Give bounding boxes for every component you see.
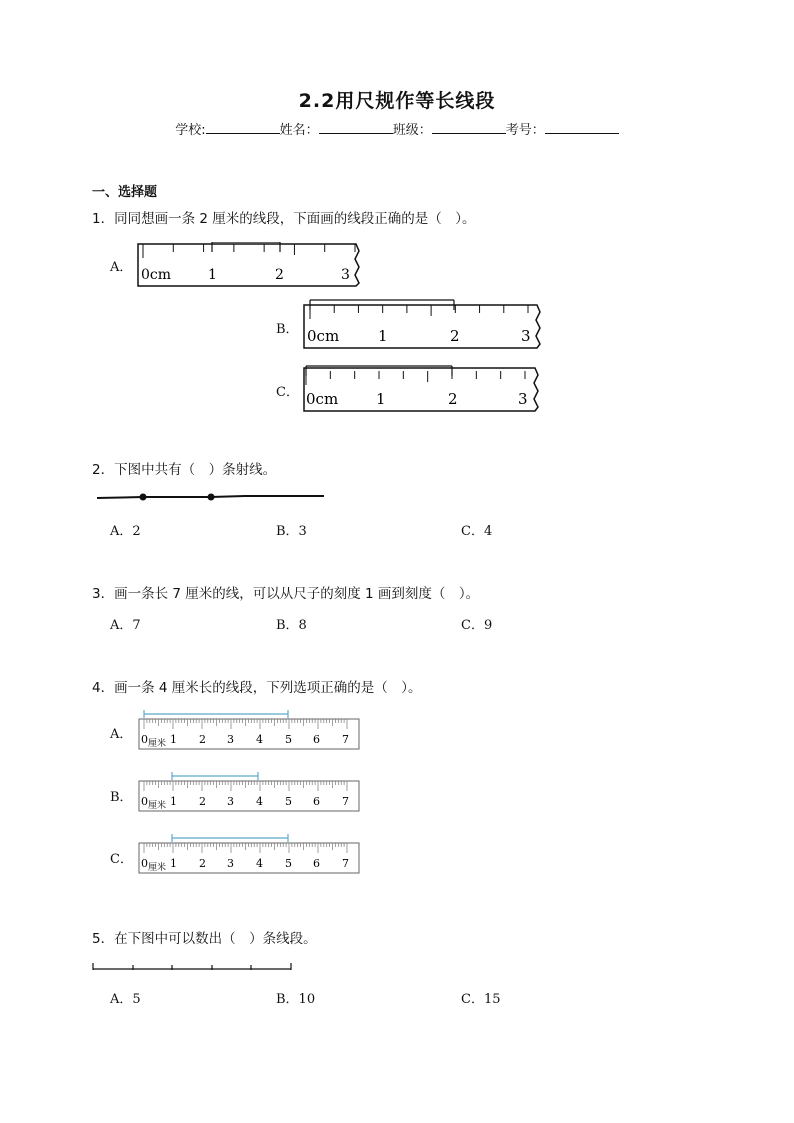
ruler-label-0: 0: [141, 795, 148, 808]
ruler-label-0: 0: [141, 857, 148, 870]
ruler-label-1: 1: [170, 733, 177, 746]
question-4-stem: 4．画一条 4 厘米长的线段，下列选项正确的是（ ）。: [92, 680, 422, 696]
name-label: 姓名：: [279, 123, 319, 138]
ruler-label-0cm: 0cm: [307, 327, 340, 345]
ruler-label-3: 3: [227, 733, 234, 746]
q2-option-b[interactable]: B．3: [276, 524, 307, 539]
ruler-label-7: 7: [342, 795, 349, 808]
ruler-label-2: 2: [448, 390, 458, 408]
ruler-label-2: 2: [450, 327, 460, 345]
point-1: [140, 494, 147, 501]
q2-option-c[interactable]: C．4: [461, 524, 493, 539]
ruler-label-6: 6: [313, 733, 320, 746]
q3-option-a[interactable]: A．7: [110, 618, 141, 633]
ruler-label-5: 5: [285, 857, 292, 870]
ruler-label-1: 1: [378, 327, 388, 345]
section-title: 一、选择题: [92, 185, 158, 200]
q2-ray-figure: [95, 490, 327, 504]
ruler-label-0cm: 0cm: [141, 267, 172, 283]
ruler-label-3: 3: [227, 795, 234, 808]
ruler-label-1: 1: [208, 267, 217, 283]
ruler-label-4: 4: [256, 795, 263, 808]
q1-option-a-label[interactable]: A．: [110, 260, 133, 275]
ruler-label-3: 3: [341, 267, 350, 283]
q4-ruler-b: [137, 771, 363, 815]
question-5-stem: 5．在下图中可以数出（ ）条线段。: [92, 931, 317, 947]
student-info-line: [0, 119, 794, 138]
ruler-label-unit: 厘米: [148, 801, 167, 811]
q1-ruler-a: [137, 242, 362, 290]
q3-option-c[interactable]: C．9: [461, 618, 493, 633]
ruler-label-1: 1: [170, 857, 177, 870]
ruler-label-5: 5: [285, 733, 292, 746]
q1-option-b-label[interactable]: B．: [276, 322, 299, 337]
ruler-label-6: 6: [313, 857, 320, 870]
q1-ruler-b: [303, 296, 543, 352]
school-label: 学校:: [175, 123, 206, 138]
point-2: [208, 494, 215, 501]
ruler-label-unit: 厘米: [148, 739, 167, 749]
q5-option-a[interactable]: A．5: [110, 992, 141, 1007]
ruler-label-4: 4: [256, 857, 263, 870]
q3-option-b[interactable]: B．8: [276, 618, 307, 633]
ruler-label-6: 6: [313, 795, 320, 808]
number-label: 考号：: [505, 123, 545, 138]
question-2-stem: 2．下图中共有（ ）条射线。: [92, 462, 277, 478]
ruler-label-3: 3: [227, 857, 234, 870]
ruler-label-2: 2: [199, 733, 206, 746]
ruler-label-1: 1: [376, 390, 386, 408]
ruler-label-2: 2: [275, 267, 284, 283]
class-label: 班级：: [392, 123, 432, 138]
school-blank[interactable]: [206, 121, 280, 134]
ruler-label-unit: 厘米: [148, 863, 167, 873]
ruler-label-2: 2: [199, 857, 206, 870]
q4-ruler-a: [137, 709, 363, 753]
question-3-stem: 3．画一条长 7 厘米的线，可以从尺子的刻度 1 画到刻度（ ）。: [92, 586, 480, 602]
question-1-stem: 1．同同想画一条 2 厘米的线段，下面画的线段正确的是（ ）。: [92, 211, 476, 227]
q4-option-c-label[interactable]: C．: [110, 852, 133, 867]
ruler-label-7: 7: [342, 733, 349, 746]
ruler-label-2: 2: [199, 795, 206, 808]
class-blank[interactable]: [432, 121, 506, 134]
ruler-label-1: 1: [170, 795, 177, 808]
q5-option-b[interactable]: B．10: [276, 992, 316, 1007]
q5-segment-figure: [90, 961, 295, 973]
q1-ruler-c: [303, 362, 543, 416]
q1-option-c-label[interactable]: C．: [276, 385, 299, 400]
ruler-label-3: 3: [521, 327, 531, 345]
q5-option-c[interactable]: C．15: [461, 992, 501, 1007]
ruler-label-7: 7: [342, 857, 349, 870]
q4-option-a-label[interactable]: A．: [110, 727, 133, 742]
ruler-label-4: 4: [256, 733, 263, 746]
q4-ruler-c: [137, 833, 363, 877]
number-blank[interactable]: [545, 121, 619, 134]
ruler-label-0cm: 0cm: [306, 390, 339, 408]
ruler-label-0: 0: [141, 733, 148, 746]
q4-option-b-label[interactable]: B．: [110, 790, 133, 805]
page-title: 2.2用尺规作等长线段: [298, 90, 496, 112]
name-blank[interactable]: [319, 121, 393, 134]
q2-option-a[interactable]: A．2: [110, 524, 141, 539]
ruler-label-3: 3: [518, 390, 528, 408]
ruler-label-5: 5: [285, 795, 292, 808]
